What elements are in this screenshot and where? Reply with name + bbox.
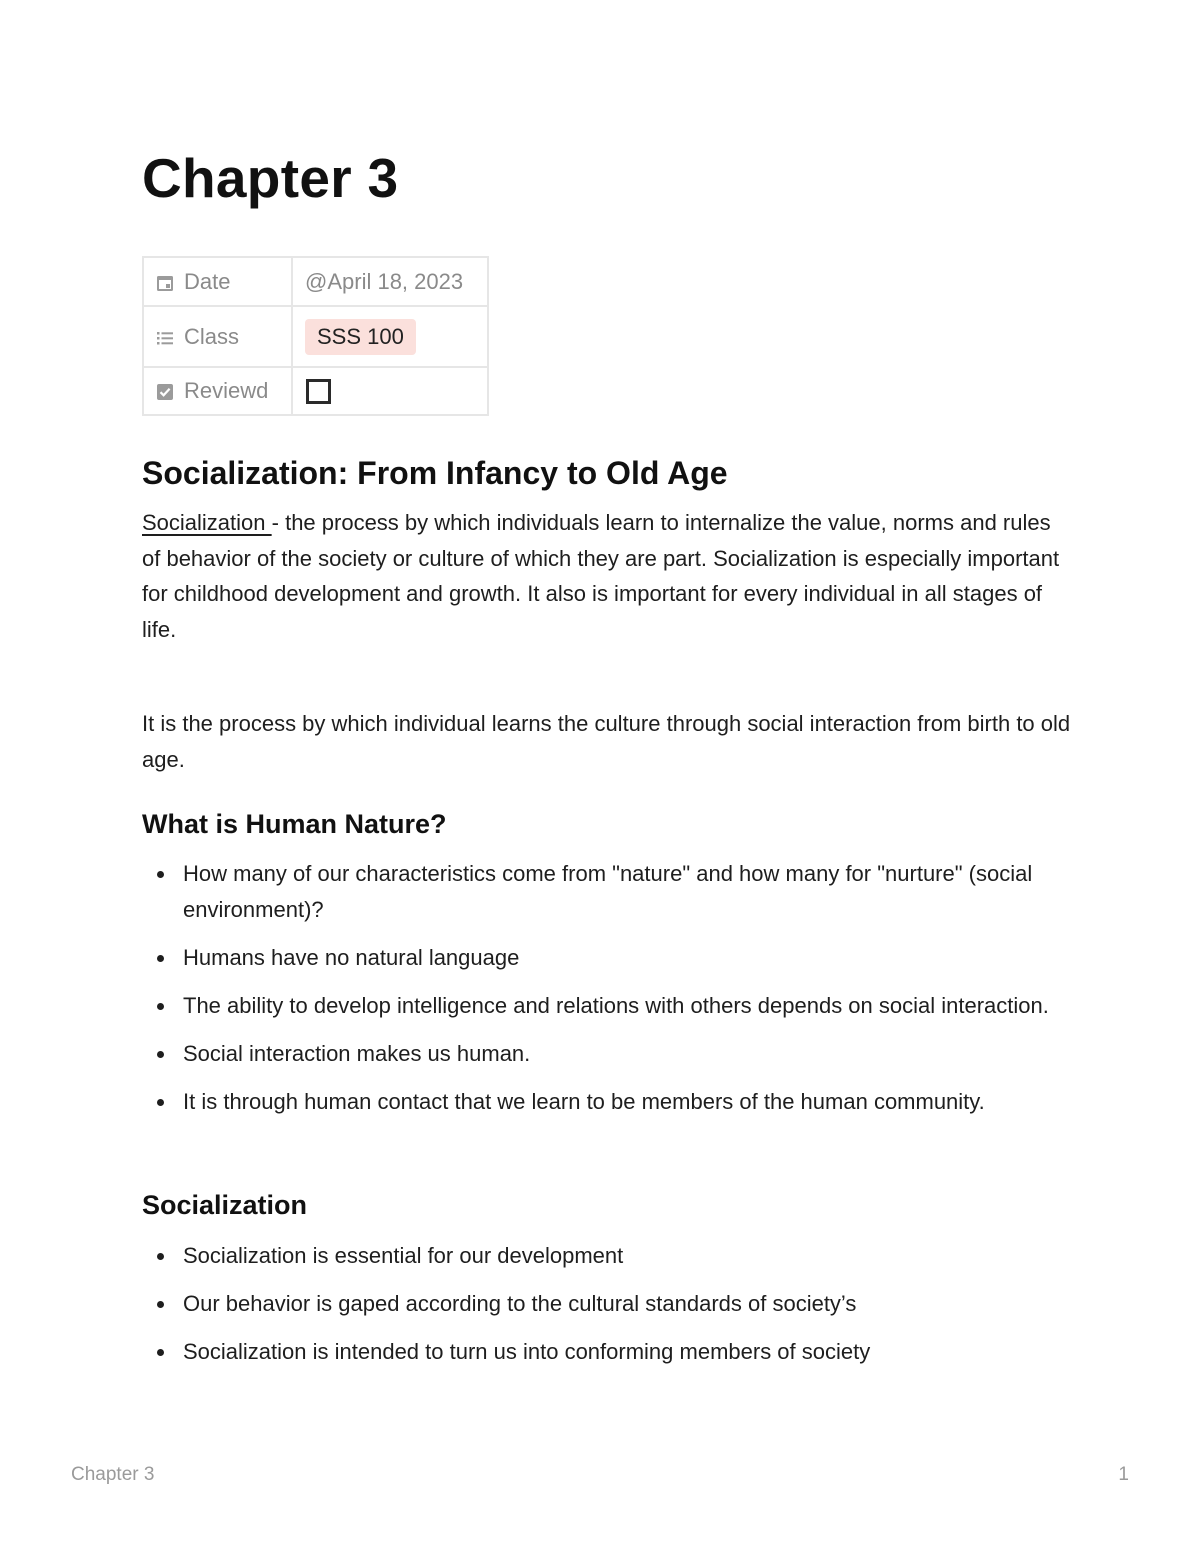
list-item: It is through human contact that we learn to be members of the human community. (142, 1084, 1072, 1120)
list-item: The ability to develop intelligence and relations with others depends on social interaction. (142, 988, 1072, 1024)
date-value[interactable]: @April 18, 2023 (292, 257, 488, 306)
reviewed-checkbox[interactable] (306, 379, 331, 404)
list-item: Socialization is intended to turn us into conforming members of society (142, 1334, 1072, 1370)
list-item: Humans have no natural language (142, 940, 1072, 976)
definition-term: Socialization (142, 510, 272, 535)
list-item: Socialization is essential for our development (142, 1238, 1072, 1274)
class-value-cell (292, 306, 488, 367)
section-heading-socialization-infancy: Socialization: From Infancy to Old Age (142, 455, 728, 491)
property-row-date (143, 257, 488, 306)
property-key-class (143, 306, 292, 367)
list-item: Our behavior is gaped according to the cultural standards of society’s (142, 1286, 1072, 1322)
reviewed-label: Reviewd (184, 378, 269, 403)
property-row-reviewed (143, 367, 488, 415)
list-item: How many of our characteristics come from "nature" and how many for "nurture" (social environment)? (142, 856, 1072, 927)
reviewed-value-cell (292, 367, 488, 415)
list-item: Social interaction makes us human. (142, 1036, 1072, 1072)
list-icon (156, 329, 174, 347)
section-heading-socialization: Socialization (142, 1190, 308, 1220)
checkbox-icon (156, 383, 174, 401)
properties-table (142, 256, 489, 416)
date-label: Date (184, 268, 231, 294)
socialization-list (142, 1238, 1072, 1382)
property-row-class (143, 306, 488, 367)
class-label: Class (184, 323, 240, 349)
calendar-icon (156, 274, 174, 292)
class-tag[interactable]: SSS 100 (305, 319, 416, 355)
section-heading-human-nature: What is Human Nature? (142, 809, 447, 839)
definition-paragraph (142, 505, 1072, 647)
footer-title: Chapter 3 (71, 1464, 155, 1485)
page-number: 1 (1118, 1464, 1129, 1485)
property-key-date (143, 257, 292, 306)
human-nature-list (142, 856, 1072, 1132)
property-key-reviewed (143, 367, 292, 415)
page-title: Chapter 3 (142, 147, 399, 209)
definition-text: - the process by which individuals learn to internalize the value, norms and rules of behavior of the society or culture of which they are part. Socialization is especially important for childhood development and growth. It also is important for every individual in all stages of life. (142, 510, 1060, 642)
paragraph-process: It is the process by which individual learns the culture through social interaction from birth to old age. (142, 711, 1071, 772)
